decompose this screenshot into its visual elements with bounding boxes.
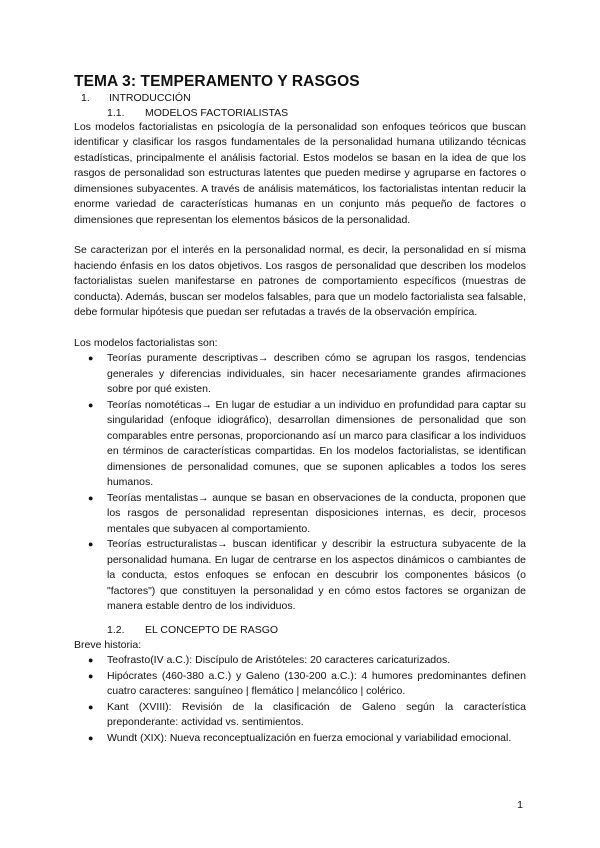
list-item: ● Kant (XVIII): Revisión de la clasificación de Galeno según la característica preponderante: actividad vs. sentimientos. [88,700,526,728]
section-number: 1. [81,92,90,104]
paragraph-intro: Los modelos factorialistas en psicología de la personalidad son enfoques teóricos que buscan identificar y clasificar los rasgos fundamentales de la personalidad humana utilizando técnicas estadísticas, principalmente el análisis factorial. Estos modelos se basan en la idea de que los rasgos de personalidad son estructuras latentes que pueden medirse y agruparse en factores o dimensiones subyacentes. A través de análisis matemáticos, los factorialistas intentan reducir la enorme variedad de características humanas en un conjunto más pequeño de factores o dimensiones que representan los elementos básicos de la personalidad. [74,120,526,226]
subsection-label: EL CONCEPTO DE RASGO [145,623,279,636]
subsection-heading [107,623,526,638]
list-item: ● Hipócrates (460-380 a.C.) y Galeno (130-200 a.C.): 4 humores predominantes definen cuatro caracteres: sanguíneo | flemático | melancólico | colérico. [88,669,526,697]
models-list [74,351,526,615]
page-number: 1 [517,799,523,811]
page-title: TEMA 3: TEMPERAMENTO Y RASGOS [74,73,360,90]
subsection-number: 1.1. [107,106,125,119]
bullet-icon: ● [88,353,94,363]
list-item: ● Teorías nomotéticas→ En lugar de estudiar a un individuo en profundidad para captar su singularidad (enfoque idiográfico), desarrollan dimensiones de personalidad que son comparables entre personas, proporcionando así un marco para clasificar a los individuos en términos de características compartidas. En los modelos factorialistas, se identifican dimensiones de personalidad comunes, que se suponen aplicables a todos los seres humanos. [88,398,526,488]
history-intro: Breve historia: [74,638,142,651]
subsection-heading [107,106,526,120]
list-item: ● Wundt (XIX): Nueva reconceptualización en fuerza emocional y variabilidad emocional. [74,731,526,747]
models-list-intro: Los modelos factorialistas son: [74,336,218,349]
bullet-icon: ● [88,655,94,665]
bullet-icon: ● [88,732,94,743]
list-item: ● Teorías mentalistas→ aunque se basan en observaciones de la conducta, proponen que los rasgos de personalidad representan disposiciones internas, es decir, procesos mentales que subyacen al comportamiento. [88,491,526,535]
history-list [74,653,526,746]
page-content [74,72,526,746]
bullet-icon: ● [88,399,94,410]
list-item: ● Teorías puramente descriptivas→ describen cómo se agrupan los rasgos, tendencias generales y diferencias individuales, sin hacer necesariamente grandes afirmaciones sobre por qué existen. [88,352,526,395]
subsection-number: 1.2. [107,623,125,636]
section-heading [81,92,526,106]
subsection-label: MODELOS FACTORIALISTAS [145,106,289,119]
bullet-icon: ● [88,539,94,549]
bullet-icon: ● [88,492,94,503]
paragraph-characteristics: Se caracterizan por el interés en la personalidad normal, es decir, la personalidad en sí misma haciendo énfasis en los datos objetivos. Los rasgos de personalidad que describen los modelos factorialistas suelen manifestarse en patrones de comportamiento específicos (muestras de conducta). Además, buscan ser modelos falsables, para que un modelo factorialista sea falsable, debe formular hipótesis que puedan ser refutadas a través de la observación empírica. [74,244,526,318]
section-label: INTRODUCCIÓN [109,92,191,104]
bullet-icon: ● [88,670,94,681]
list-item: ● Teofrasto(IV a.C.): Discípulo de Aristóteles: 20 caracteres caricaturizados. [74,653,526,669]
bullet-icon: ● [88,701,94,712]
list-item: ● Teorías estructuralistas→ buscan identificar y describir la estructura subyacente de la personalidad humana. En lugar de centrarse en los aspectos dinámicos o cambiantes de la conducta, estos enfoques se enfocan en descubrir los componentes básicos (o "factores") que constituyen la personalidad y en cómo estos factores se organizan de manera estable dentro de los individuos. [88,538,526,612]
